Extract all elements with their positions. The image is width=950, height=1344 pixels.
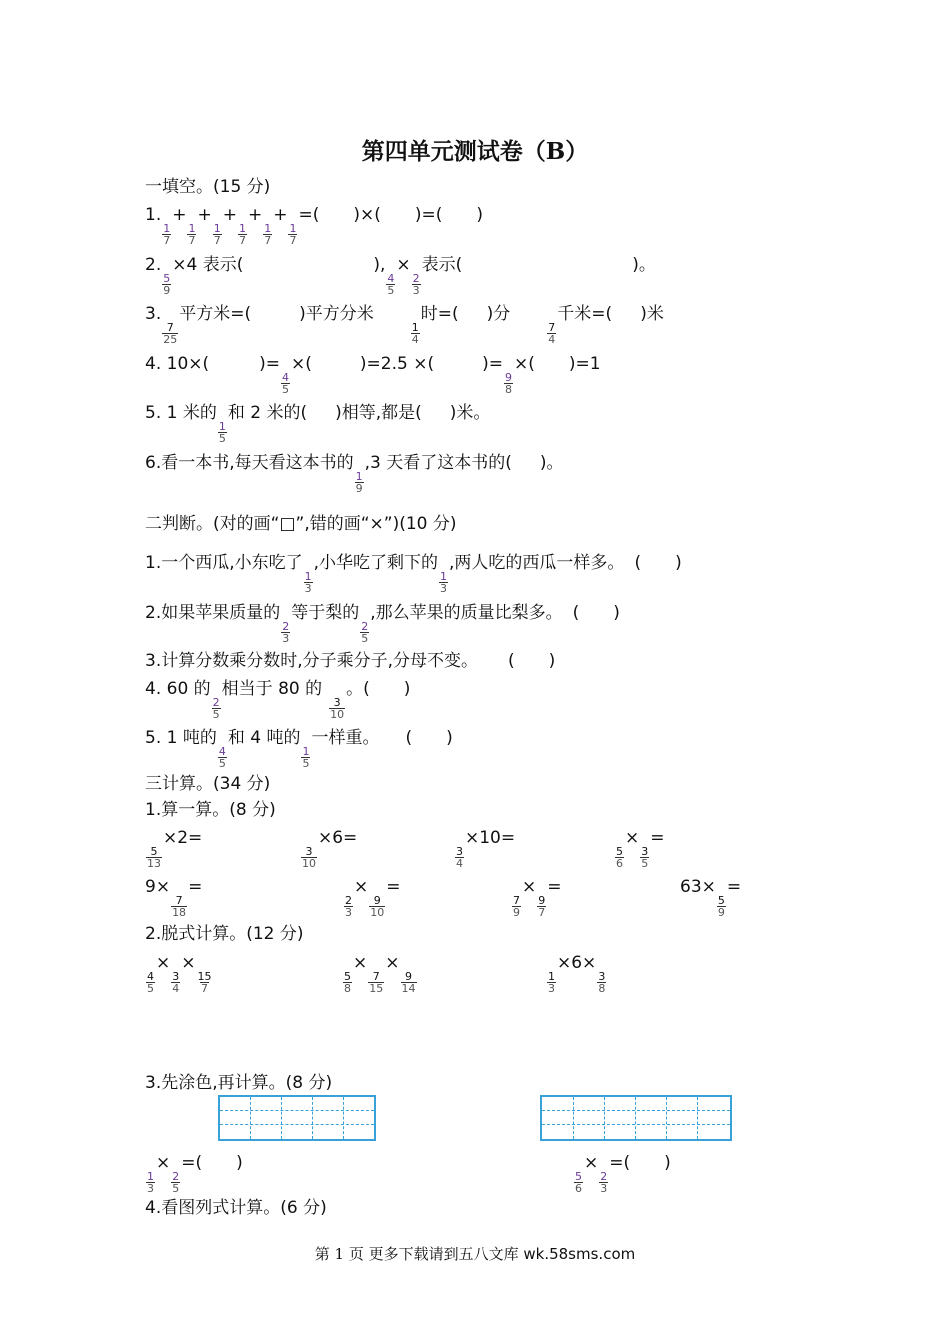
fraction: $\frac{2}{3}$ (345, 894, 352, 919)
calc-item: $\frac{5}{8}$ × $\frac{7}{15}$ × $\frac{9}{14}$ (344, 953, 416, 995)
calc-item: $\frac{5}{6}$ × $\frac{3}{5}$ = (616, 828, 665, 870)
fraction: $\frac{7}{4}$ (548, 321, 556, 346)
calc-item: 63× $\frac{5}{9}$ = (680, 877, 742, 919)
fraction: $\frac{9}{8}$ (505, 371, 513, 396)
grid-line (343, 1097, 344, 1139)
shading-grid-1[interactable] (218, 1095, 376, 1141)
judge-q4: 4. 60 的 $\frac{2}{5}$ 相当于 80 的 $\frac{3}{10}$ 。( ) (145, 679, 411, 721)
grid-line (281, 1097, 282, 1139)
fraction: $\frac{1}{5}$ (218, 420, 226, 445)
fraction: $\frac{1}{7}$ (238, 222, 246, 247)
fraction: $\frac{3}{4}$ (456, 845, 463, 870)
grid-line (312, 1097, 313, 1139)
grid-line (666, 1097, 667, 1139)
judge-q3: 3.计算分数乘分数时,分子乘分子,分母不变。 ( ) (145, 651, 556, 671)
fraction: $\frac{1}{3}$ (548, 970, 555, 995)
fill-q5: 5. 1 米的 $\frac{1}{5}$ 和 2 米的( )相等,都是( )米。 (145, 403, 491, 445)
fraction: $\frac{1}{7}$ (264, 222, 272, 247)
fraction: $\frac{3}{4}$ (172, 970, 180, 995)
fraction: $\frac{1}{9}$ (355, 470, 363, 495)
answer-paren: ( ) (363, 679, 411, 699)
fraction: $\frac{2}{5}$ (172, 1170, 180, 1195)
calc-item: $\frac{4}{5}$ × $\frac{3}{4}$ × $\frac{15}{7}$ (147, 953, 212, 995)
tick-box-icon: □ (279, 514, 296, 534)
fraction: $\frac{1}{3}$ (147, 1170, 154, 1195)
fraction: $\frac{5}{9}$ (717, 894, 725, 919)
fill-q1: 1. $\frac{1}{7}$ + $\frac{1}{7}$ + $\frac{1}{7}$ + $\frac{1}{7}$ + $\frac{1}{7}$ + $\frac{1}{7}$ =( )×( )=( ) (145, 205, 484, 247)
calc-sub4: 4.看图列式计算。(6 分) (145, 1198, 327, 1218)
fraction: $\frac{7}{18}$ (172, 894, 187, 919)
fraction: $\frac{3}{10}$ (330, 696, 345, 721)
fill-q3: 3. $\frac{7}{25}$ 平方米=( )平方分米 $\frac{1}{4}$ 时=( )分 $\frac{7}{4}$ 千米=( )米 (145, 304, 664, 346)
fraction: $\frac{3}{5}$ (641, 845, 649, 870)
judge-q1: 1.一个西瓜,小东吃了 $\frac{1}{3}$ ,小华吃了剩下的 $\frac{1}{3}$ ,两人吃的西瓜一样多。 ( ) (145, 553, 682, 595)
fraction: $\frac{1}{7}$ (163, 222, 171, 247)
fraction: $\frac{4}{5}$ (218, 745, 226, 770)
fraction: $\frac{5}{6}$ (616, 845, 623, 870)
fraction: $\frac{7}{15}$ (369, 970, 384, 995)
grid-line (220, 1124, 374, 1125)
fraction: $\frac{4}{5}$ (387, 272, 395, 297)
fraction: $\frac{1}{3}$ (304, 570, 312, 595)
fraction: $\frac{3}{10}$ (302, 845, 316, 870)
fraction: $\frac{1}{7}$ (289, 222, 297, 247)
fraction: $\frac{5}{9}$ (163, 272, 171, 297)
calc-item: 9× $\frac{7}{18}$ = (145, 877, 203, 919)
section-fill-heading: 一填空。(15 分) (145, 177, 271, 197)
calc-sub1: 1.算一算。(8 分) (145, 800, 276, 820)
fraction: $\frac{1}{4}$ (411, 321, 419, 346)
fraction: $\frac{2}{5}$ (361, 620, 369, 645)
fraction: $\frac{15}{7}$ (197, 970, 212, 995)
answer-paren: ( ) (508, 651, 556, 671)
fraction: $\frac{2}{5}$ (212, 696, 220, 721)
page-title: 第四单元测试卷（B） (361, 138, 589, 165)
cross-icon: × (369, 514, 384, 534)
fraction: $\frac{2}{3}$ (412, 272, 420, 297)
calc-item: $\frac{7}{9}$ × $\frac{9}{7}$ = (513, 877, 562, 919)
fill-q4: 4. 10×( )= $\frac{4}{5}$ ×( )=2.5 ×( )= $\frac{9}{8}$ ×( )=1 (145, 354, 601, 396)
fill-q6: 6.看一本书,每天看这本书的 $\frac{1}{9}$ ,3 天看了这本书的( )。 (145, 453, 564, 495)
judge-q5: 5. 1 吨的 $\frac{4}{5}$ 和 4 吨的 $\frac{1}{5}$ 一样重。 ( ) (145, 728, 453, 770)
answer-paren: ( ) (634, 553, 682, 573)
grid-line (542, 1124, 730, 1125)
calc-sub2: 2.脱式计算。(12 分) (145, 924, 304, 944)
shade-calc-1: $\frac{1}{3}$ × $\frac{2}{5}$ =( ) (147, 1153, 243, 1195)
fraction: $\frac{3}{8}$ (598, 970, 606, 995)
fill-q2: 2. $\frac{5}{9}$ ×4 表示( ), $\frac{4}{5}$ × $\frac{2}{3}$ 表示( )。 (145, 255, 656, 297)
footer-link[interactable]: wk.58sms.com (523, 1245, 636, 1263)
fraction: $\frac{9}{10}$ (370, 894, 385, 919)
page-footer: 第 1 页 更多下载请到五八文库 wk.58sms.com (314, 1245, 636, 1263)
answer-paren: ( ) (405, 728, 453, 748)
grid-line (573, 1097, 574, 1139)
fraction: $\frac{1}{3}$ (440, 570, 448, 595)
fraction: $\frac{1}{5}$ (302, 745, 310, 770)
grid-line (635, 1097, 636, 1139)
calc-item: $\frac{1}{3}$ ×6× $\frac{3}{8}$ (548, 953, 606, 995)
answer-paren: ( ) (572, 603, 620, 623)
fraction: $\frac{1}{7}$ (188, 222, 196, 247)
calc-sub3: 3.先涂色,再计算。(8 分) (145, 1073, 333, 1093)
fraction: $\frac{1}{7}$ (213, 222, 221, 247)
fraction: $\frac{9}{7}$ (538, 894, 546, 919)
fraction: $\frac{2}{3}$ (600, 1170, 608, 1195)
fraction: $\frac{5}{6}$ (575, 1170, 582, 1195)
shade-calc-2: $\frac{5}{6}$ × $\frac{2}{3}$ =( ) (575, 1153, 671, 1195)
fraction: $\frac{4}{5}$ (282, 371, 290, 396)
section-calc-heading: 三计算。(34 分) (145, 774, 271, 794)
grid-line (542, 1110, 730, 1111)
fraction: $\frac{5}{13}$ (147, 845, 161, 870)
calc-item: $\frac{3}{10}$ ×6= (302, 828, 358, 870)
fraction: $\frac{7}{25}$ (163, 321, 178, 346)
fraction: $\frac{7}{9}$ (513, 894, 520, 919)
shading-grid-2[interactable] (540, 1095, 732, 1141)
calc-item: $\frac{3}{4}$ ×10= (456, 828, 516, 870)
fraction: $\frac{4}{5}$ (147, 970, 154, 995)
grid-line (220, 1110, 374, 1111)
grid-line (697, 1097, 698, 1139)
grid-line (604, 1097, 605, 1139)
calc-item: $\frac{5}{13}$ ×2= (147, 828, 203, 870)
section-judge-heading: 二判断。(对的画“□”,错的画“×”)(10 分) (145, 514, 457, 534)
calc-item: $\frac{2}{3}$ × $\frac{9}{10}$ = (345, 877, 401, 919)
fraction: $\frac{9}{14}$ (401, 970, 416, 995)
grid-line (250, 1097, 251, 1139)
fraction: $\frac{2}{3}$ (282, 620, 290, 645)
fraction: $\frac{5}{8}$ (344, 970, 351, 995)
judge-q2: 2.如果苹果质量的 $\frac{2}{3}$ 等于梨的 $\frac{2}{5}$ ,那么苹果的质量比梨多。 ( ) (145, 603, 620, 645)
